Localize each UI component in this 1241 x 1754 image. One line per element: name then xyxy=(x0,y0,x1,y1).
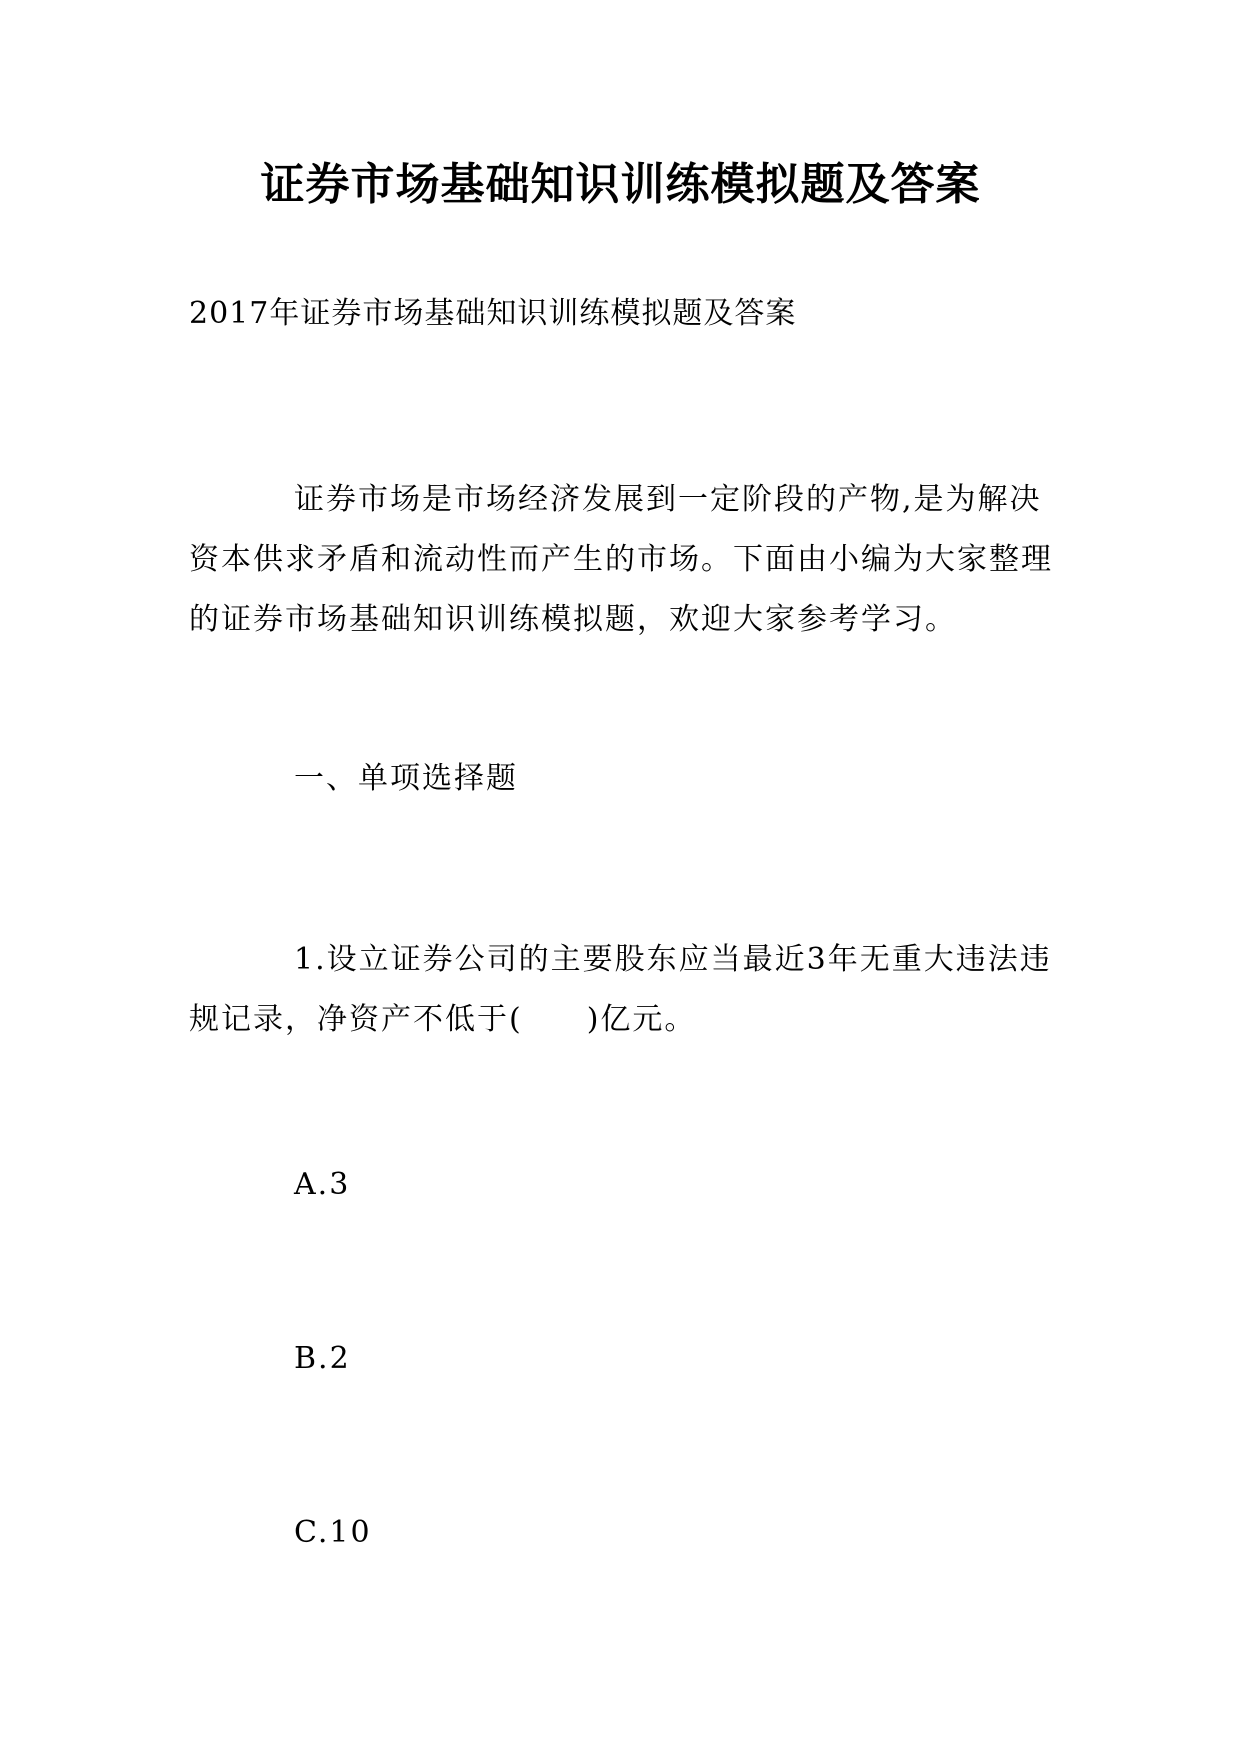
question-1-option-a: A.3 xyxy=(294,1167,351,1202)
document-subtitle: 2017年证券市场基础知识训练模拟题及答案 xyxy=(189,296,797,331)
intro-paragraph: 证券市场是市场经济发展到一定阶段的产物,是为解决资本供求矛盾和流动性而产生的市场。下面由小编为大家整理的证券市场基础知识训练模拟题，欢迎大家参考学习。 xyxy=(189,482,1053,637)
question-1-option-b: B.2 xyxy=(294,1341,351,1376)
document-title: 证券市场基础知识训练模拟题及答案 xyxy=(260,159,981,210)
question-1-text: 1.设立证券公司的主要股东应当最近3年无重大违法违规记录，净资产不低于( )亿元。 xyxy=(189,942,1052,1037)
question-1-option-c: C.10 xyxy=(294,1515,372,1550)
section-heading: 一、单项选择题 xyxy=(294,761,518,796)
